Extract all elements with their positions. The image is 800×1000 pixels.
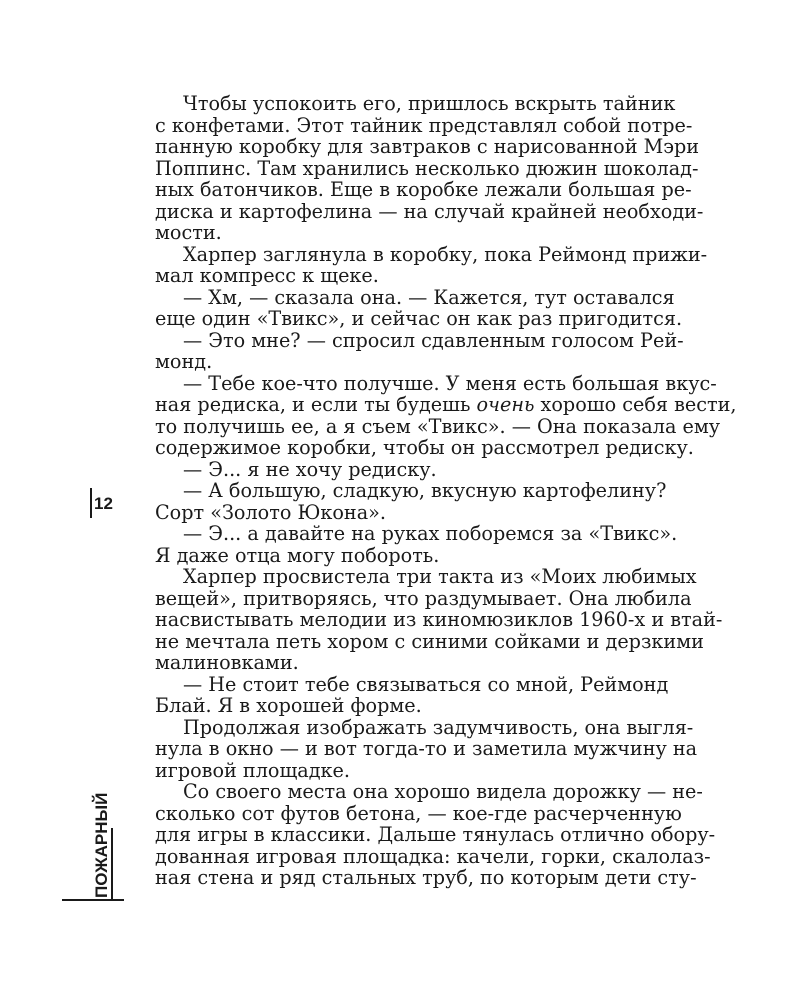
text-line: ная редиска, и если ты будешь очень хорошо себя вести, — [155, 393, 737, 416]
paragraph — [155, 480, 715, 523]
page-number: 12 — [94, 494, 113, 513]
paragraph — [155, 330, 715, 373]
text-line: Я даже отца могу побороть. — [155, 543, 440, 567]
text-line: насвистывать мелодии из киномюзиклов 1960-х и втай- — [155, 608, 723, 631]
text-line: малиновками. — [155, 651, 299, 674]
text-line: Сорт «Золото Юкона». — [155, 500, 386, 524]
text-line: ная стена и ряд стальных труб, по которым дети сту- — [155, 866, 697, 889]
paragraph — [155, 459, 715, 481]
text-line: то получишь ее, а я съем «Твикс». — Она показала ему — [155, 414, 721, 438]
text-line: не мечтала петь хором с синими сойками и дерзкими — [155, 629, 704, 653]
text-line: Со своего места она хорошо видела дорожку — не- — [183, 780, 703, 803]
running-title-rule — [62, 899, 124, 901]
text-line: для игры в классики. Дальше тянулась отлично обору- — [155, 823, 716, 846]
text-line: содержимое коробки, чтобы он рассмотрел редиску. — [155, 436, 694, 459]
text-line: диска и картофелина — на случай крайней необходи- — [155, 199, 704, 223]
paragraph-emphasis — [155, 371, 737, 459]
text-line: панную коробку для завтраков с нарисованной Мэри — [155, 135, 700, 158]
text-line: — Хм, — сказала она. — Кажется, тут оставался — [183, 285, 675, 309]
text-line: Продолжая изображать задумчивость, она выгля- — [183, 715, 694, 739]
emphasis-word: очень — [476, 393, 535, 416]
text-line: Блай. Я в хорошей форме. — [155, 694, 422, 717]
text-line: дованная игровая площадка: качели, горки, скалолаз- — [155, 844, 711, 868]
text-line: Харпер заглянула в коробку, пока Реймонд прижи- — [183, 242, 708, 266]
text-line: Поппинс. Там хранились несколько дюжин шоколад- — [155, 156, 699, 180]
text-line: — Э... я не хочу редиску. — [183, 457, 437, 481]
page-number-rule — [90, 488, 92, 518]
text-line: игровой площадке. — [155, 758, 350, 782]
text-line: мал компресс к щеке. — [155, 264, 379, 287]
paragraph — [155, 781, 715, 889]
text-line: сколько сот футов бетона, — кое-где расчерченную — [155, 801, 682, 825]
body-text — [155, 92, 737, 889]
text-line: — Тебе кое-что получше. У меня есть большая вкус- — [183, 371, 717, 395]
text-line: мости. — [155, 221, 222, 244]
text-line: ных батончиков. Еще в коробке лежали большая ре- — [155, 178, 692, 201]
text-line: с конфетами. Этот тайник представлял собой потре- — [155, 113, 693, 137]
paragraph — [155, 565, 723, 674]
text-line: нула в окно — и вот тогда-то и заметила мужчину на — [155, 737, 698, 760]
running-title: ПОЖАРНЫЙ — [92, 792, 111, 898]
text-line: монд. — [155, 350, 213, 373]
text-line: — Это мне? — спросил сдавленным голосом Рей- — [183, 328, 684, 352]
paragraph — [155, 287, 715, 330]
paragraph — [155, 674, 715, 717]
text-line: Чтобы успокоить его, пришлось вскрыть тайник — [183, 92, 676, 115]
paragraph — [155, 523, 715, 566]
text-line: еще один «Твикс», и сейчас он как раз пригодится. — [155, 307, 683, 330]
paragraph — [155, 717, 715, 782]
text-line: — Не стоит тебе связываться со мной, Реймонд — [183, 672, 669, 696]
text-line: Харпер просвистела три такта из «Моих любимых — [183, 565, 697, 588]
text-line: вещей», притворяясь, что раздумывает. Она любила — [155, 586, 692, 610]
text-line: — Э... а давайте на руках поборемся за «Твикс». — [183, 522, 678, 545]
text-line: — А большую, сладкую, вкусную картофелину? — [183, 479, 667, 502]
paragraph — [155, 244, 715, 287]
paragraph — [155, 93, 715, 244]
